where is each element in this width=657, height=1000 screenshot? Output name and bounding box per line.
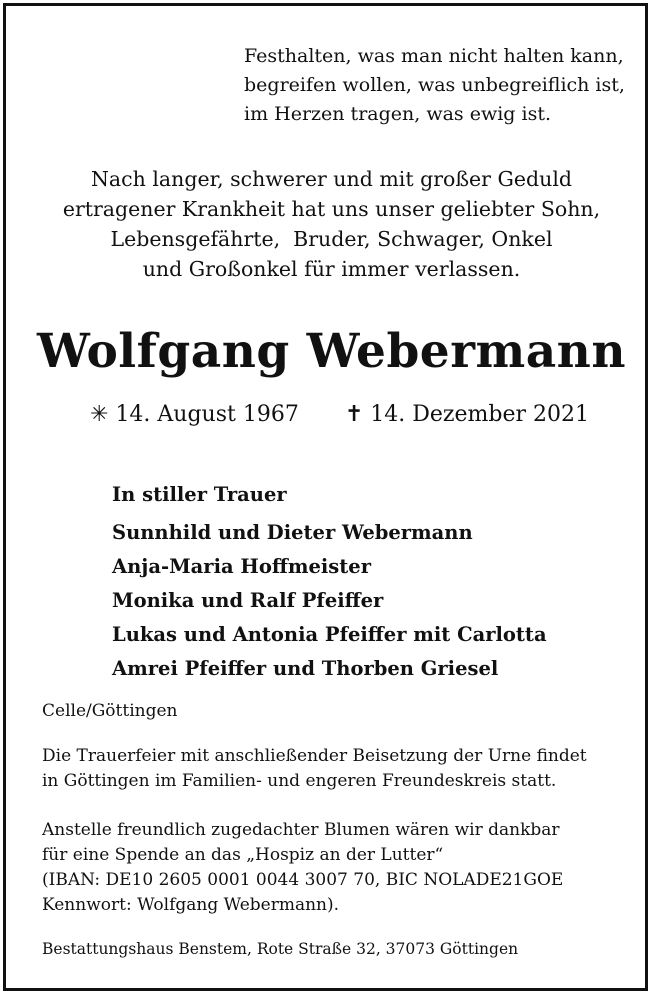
mourner-name: Lukas und Antonia Pfeiffer mit Carlotta: [112, 623, 547, 646]
intro-line: und Großonkel für immer verlassen.: [142, 257, 521, 281]
intro-line: Lebensgefährte, Bruder, Schwager, Onkel: [110, 227, 553, 251]
funeral-info-line: Die Trauerfeier mit anschließender Beisetzung der Urne findet: [42, 746, 587, 766]
funeral-home-footer: Bestattungshaus Benstem, Rote Straße 32, 37073 Göttingen: [42, 940, 519, 958]
mourner-name: Amrei Pfeiffer und Thorben Griesel: [112, 657, 499, 680]
quote-line: begreifen wollen, was unbegreiflich ist,: [244, 74, 625, 96]
mourning-heading: In stiller Trauer: [112, 483, 287, 506]
place: Celle/Göttingen: [42, 701, 178, 721]
intro-text: [6, 164, 657, 284]
mourner-name: Monika und Ralf Pfeiffer: [112, 589, 384, 612]
notice-border: [3, 3, 648, 991]
mourners-block: [112, 480, 547, 686]
donation-info-line: für eine Spende an das „Hospiz an der Lutter“: [42, 845, 444, 865]
mourner-name: Anja-Maria Hoffmeister: [112, 555, 371, 578]
birth-star-icon: ✳: [90, 402, 109, 427]
donation-info: [42, 818, 563, 918]
quote-block: [244, 42, 625, 129]
quote-line: Festhalten, was man nicht halten kann,: [244, 45, 624, 67]
funeral-info: [42, 744, 587, 794]
intro-line: Nach langer, schwerer und mit großer Geduld: [90, 167, 573, 191]
donation-info-line: Kennwort: Wolfgang Webermann).: [42, 895, 340, 915]
birth-date: 14. August 1967: [115, 402, 299, 427]
donation-info-line: (IBAN: DE10 2605 0001 0044 3007 70, BIC NOLADE21GOE: [42, 870, 564, 890]
quote-line: im Herzen tragen, was ewig ist.: [244, 103, 551, 125]
deceased-name: Wolfgang Webermann: [37, 324, 626, 379]
donation-info-line: Anstelle freundlich zugedachter Blumen wären wir dankbar: [42, 820, 560, 840]
life-dates: [90, 402, 589, 427]
death-date: 14. Dezember 2021: [370, 402, 589, 427]
death-cross-icon: ✝: [344, 402, 364, 427]
intro-line: ertragener Krankheit hat uns unser geliebter Sohn,: [62, 197, 601, 221]
funeral-info-line: in Göttingen im Familien- und engeren Freundeskreis statt.: [42, 771, 557, 791]
mourner-name: Sunnhild und Dieter Webermann: [112, 521, 473, 544]
